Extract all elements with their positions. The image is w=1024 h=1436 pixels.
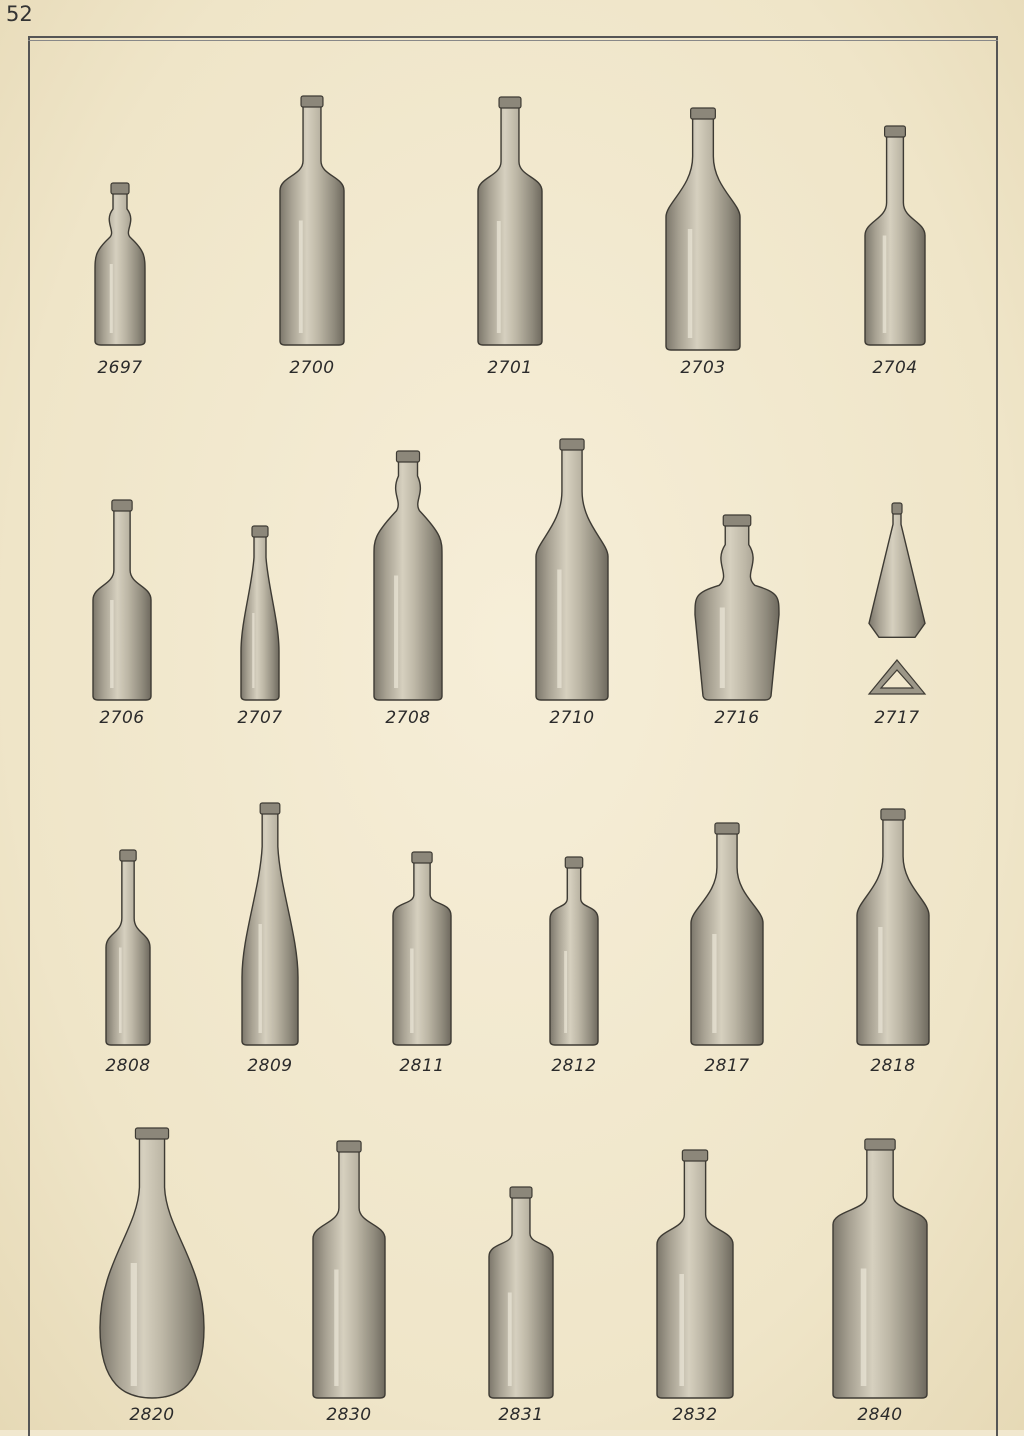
bottle-lip [510,1187,532,1198]
bottle-lip [260,803,280,814]
bottle-number-2811: 2811 [399,1056,445,1076]
bottle-body [100,1138,204,1398]
bottle-number-2710: 2710 [549,708,595,728]
bottle-2811 [393,852,451,1045]
bottle-number-2812: 2812 [551,1056,597,1076]
bottle-2707 [241,526,279,700]
bottle-lip [691,108,716,119]
bottle-lip [865,1139,895,1150]
bottle-body [869,511,925,637]
bottle-body [106,860,150,1045]
bottle-body [241,536,279,700]
bottle-2716 [695,515,779,700]
bottle-body [536,449,608,700]
bottle-2830 [313,1141,385,1398]
bottle-2710 [536,439,608,700]
bottle-lip [135,1128,168,1139]
bottle-2703 [666,108,740,350]
bottle-2817 [691,823,763,1045]
bottle-body [478,107,542,345]
bottle-2704 [865,126,925,345]
bottle-body [833,1149,927,1398]
bottle-lip [499,97,521,108]
bottle-2701 [478,97,542,345]
bottle-lip [560,439,584,450]
bottle-number-2830: 2830 [326,1405,372,1425]
bottle-lip [885,126,906,137]
bottle-lip [715,823,739,834]
bottle-body [865,136,925,345]
bottle-lip [723,515,751,526]
bottle-lip [301,96,323,107]
bottle-number-2840: 2840 [857,1405,903,1425]
bottle-number-2809: 2809 [247,1056,293,1076]
bottle-body [857,819,929,1045]
bottle-number-2716: 2716 [714,708,760,728]
bottle-lip [881,809,905,820]
bottle-number-2820: 2820 [129,1405,175,1425]
bottle-body [95,193,145,345]
bottle-number-2707: 2707 [237,708,283,728]
bottle-2706 [93,500,151,700]
bottle-lip [396,451,419,462]
bottle-2820 [100,1128,204,1398]
bottle-body [550,867,598,1045]
bottle-lip [252,526,268,537]
bottle-2832 [657,1150,733,1398]
bottle-lip [892,503,902,514]
bottle-base-view [869,660,925,694]
bottle-2809 [242,803,298,1045]
bottle-number-2708: 2708 [385,708,431,728]
bottle-lip [111,183,129,194]
bottle-body [374,461,442,700]
bottle-body [313,1151,385,1398]
bottle-body [657,1160,733,1398]
bottle-body [666,118,740,350]
bottle-2831 [489,1187,553,1398]
bottle-body [695,525,779,700]
bottle-number-2697: 2697 [97,358,143,378]
bottle-number-2706: 2706 [99,708,145,728]
bottle-lip [565,857,582,868]
bottle-body [280,106,344,345]
bottle-2808 [106,850,150,1045]
bottle-body [489,1197,553,1398]
bottle-body [691,833,763,1045]
bottle-2700 [280,96,344,345]
bottle-number-2704: 2704 [872,358,918,378]
bottle-number-2832: 2832 [672,1405,718,1425]
bottle-2818 [857,809,929,1045]
bottle-body [393,862,451,1045]
bottle-2708 [374,451,442,700]
bottle-lip [337,1141,361,1152]
bottle-2812 [550,857,598,1045]
bottle-lip [112,500,132,511]
bottle-lip [120,850,136,861]
bottle-number-2817: 2817 [704,1056,750,1076]
bottle-number-2808: 2808 [105,1056,151,1076]
bottle-number-2818: 2818 [870,1056,916,1076]
bottle-number-2701: 2701 [487,358,533,378]
bottle-lip [682,1150,707,1161]
bottle-body [242,813,298,1045]
bottle-number-2700: 2700 [289,358,335,378]
bottle-2697 [95,183,145,345]
bottle-body [93,510,151,700]
page-number: 52 [6,2,33,26]
bottle-number-2831: 2831 [498,1405,544,1425]
bottle-lip [412,852,432,863]
bottle-number-2717: 2717 [874,708,920,728]
bottle-number-2703: 2703 [680,358,726,378]
bottle-2840 [833,1139,927,1398]
bottle-2717 [869,503,925,694]
